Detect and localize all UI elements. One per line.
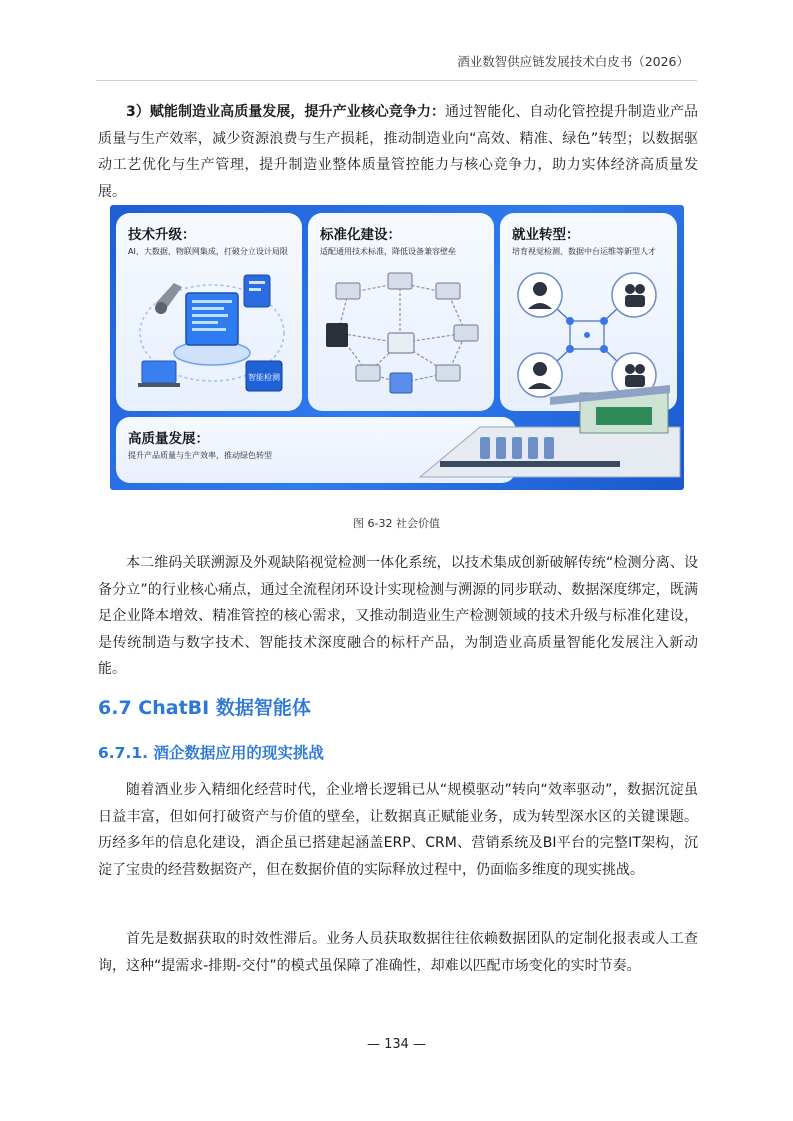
intro-paragraph — [98, 99, 698, 205]
running-header: 酒业数智供应链发展技术白皮书（2026） — [457, 54, 689, 69]
intro-text: 通过智能化、自动化管控提升制造业产品质量与生产效率，减少资源浪费与生产损耗，推动制造业向“高效、精准、绿色”转型；以数据驱动工艺优化与生产管理，提升制造业整体质量管控能力与核心竞争力，助力实体经济高质量发展。 — [98, 104, 699, 200]
social-value-figure — [110, 205, 684, 490]
panel-title: 技术升级： — [128, 227, 196, 243]
section-title: 6.7 ChatBI 数据智能体 — [98, 697, 311, 719]
panel-subtitle: 适配通用技术标准，降低设备兼容壁垒 — [320, 247, 456, 256]
screen-label: 智能检测 — [248, 373, 280, 382]
figure-caption: 图 6-32 社会价值 — [353, 517, 440, 530]
body-paragraph-1: 本二维码关联溯源及外观缺陷视觉检测一体化系统，以技术集成创新破解传统“检测分离、设备分立”的行业核心痛点，通过全流程闭环设计实现检测与溯源的同步联动、数据深度绑定，既满足企业降本增效、精准管控的核心需求，又推动制造业生产检测领域的技术升级与标准化建设，是传统制造与数字技术、智能技术深度融合的标杆产品，为制造业高质量智能化发展注入新动能。 — [98, 555, 698, 677]
subsection-title: 6.7.1. 酒企数据应用的现实挑战 — [98, 744, 324, 762]
page-number: — 134 — — [366, 1037, 427, 1052]
panel-subtitle: 培育视觉检测、数据中台运维等新型人才 — [512, 247, 656, 256]
intro-label: 3）赋能制造业高质量发展，提升产业核心竞争力： — [126, 104, 446, 120]
panel-title: 高质量发展： — [128, 431, 209, 447]
body-paragraph-3: 首先是数据获取的时效性滞后。业务人员获取数据往往依赖数据团队的定制化报表或人工查询，这种“提需求-排期-交付”的模式虽保障了准确性，却难以匹配市场变化的实时节奏。 — [98, 931, 698, 974]
panel-subtitle: 提升产品质量与生产效率，推动绿色转型 — [128, 451, 272, 460]
panel-subtitle: AI、大数据、物联网集成，打破分立设计局限 — [128, 247, 288, 256]
factory-illustration — [400, 357, 684, 487]
panel-title: 标准化建设： — [320, 227, 401, 243]
panel-title: 就业转型： — [512, 227, 580, 243]
tech-upgrade-illustration — [116, 213, 302, 411]
panel-tech-upgrade — [116, 213, 302, 411]
body-paragraph-2: 随着酒业步入精细化经营时代，企业增长逻辑已从“规模驱动”转向“效率驱动”，数据沉淀虽日益丰富，但如何打破资产与价值的壁垒，让数据真正赋能业务，成为转型深水区的关键课题。历经多年的信息化建设，酒企虽已搭建起涵盖ERP、CRM、营销系统及BI平台的完整IT架构，沉淀了宝贵的经营数据资产，但在数据价值的实际释放过程中，仍面临多维度的现实挑战。 — [98, 782, 698, 878]
header-divider — [96, 80, 697, 81]
